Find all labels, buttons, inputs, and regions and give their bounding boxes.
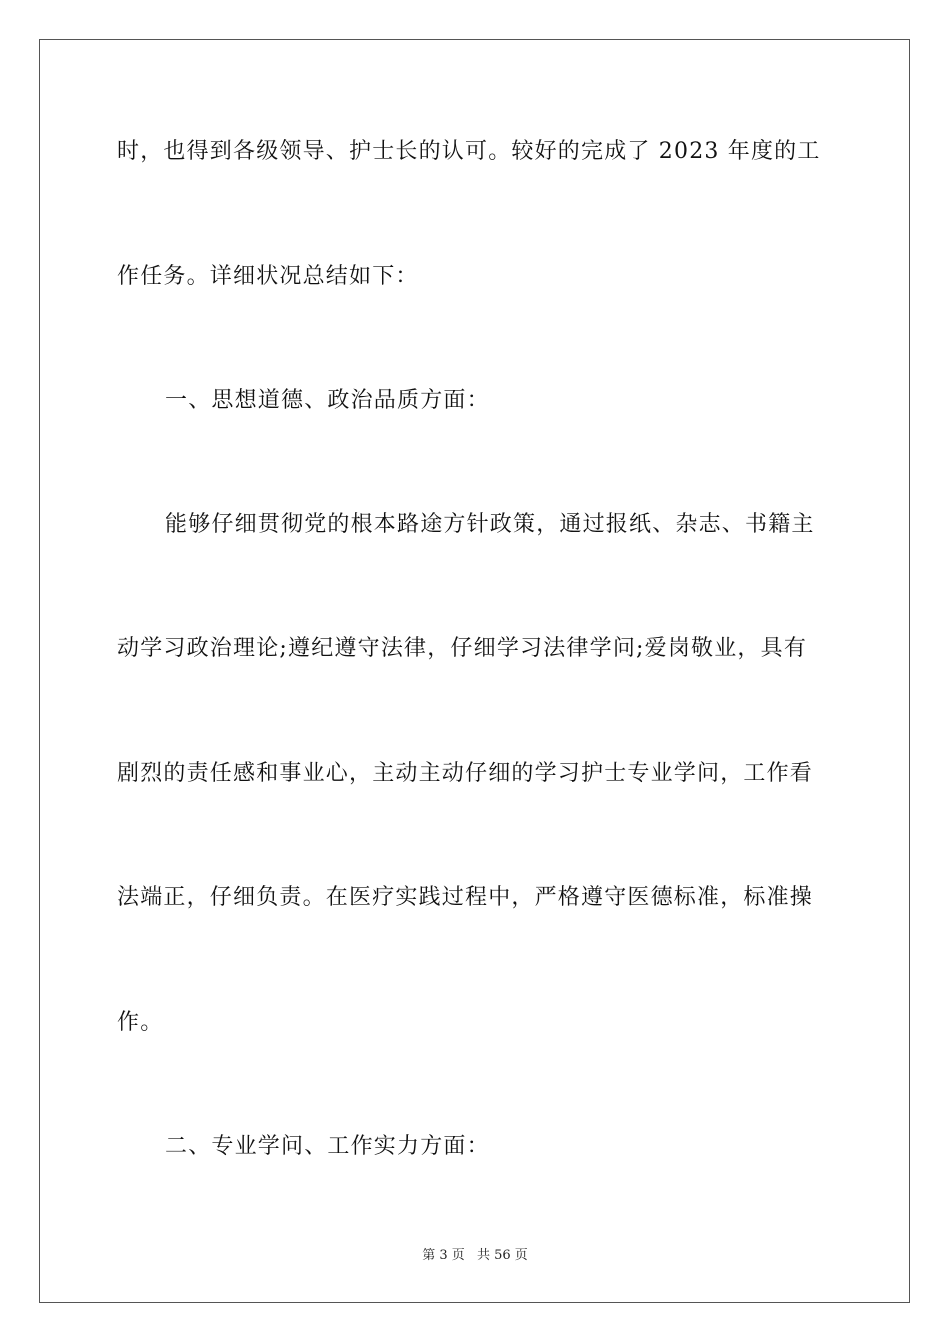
body-text-line: 法端正，仔细负责。在医疗实践过程中，严格遵守医德标准，标准操 — [117, 885, 814, 910]
body-text-line: 剧烈的责任感和事业心，主动主动仔细的学习护士专业学问，工作看 — [117, 761, 814, 786]
body-text-line: 动学习政治理论;遵纪遵守法律，仔细学习法律学问;爱岗敬业，具有 — [117, 636, 808, 661]
page-frame — [39, 39, 910, 1303]
page-total: 共 56 页 — [476, 1248, 528, 1263]
body-text-line: 作任务。详细状况总结如下： — [117, 264, 419, 289]
body-text-line: 作。 — [117, 1010, 164, 1035]
page-number: 第 3 页 — [422, 1248, 465, 1263]
section-heading: 二、专业学问、工作实力方面： — [165, 1134, 490, 1159]
section-heading: 一、思想道德、政治品质方面： — [165, 388, 490, 413]
body-text-line: 能够仔细贯彻党的根本路途方针政策，通过报纸、杂志、书籍主 — [165, 512, 815, 537]
page-footer — [0, 1247, 950, 1265]
body-text-line: 时，也得到各级领导、护士长的认可。较好的完成了 2023 年度的工 — [117, 139, 821, 164]
